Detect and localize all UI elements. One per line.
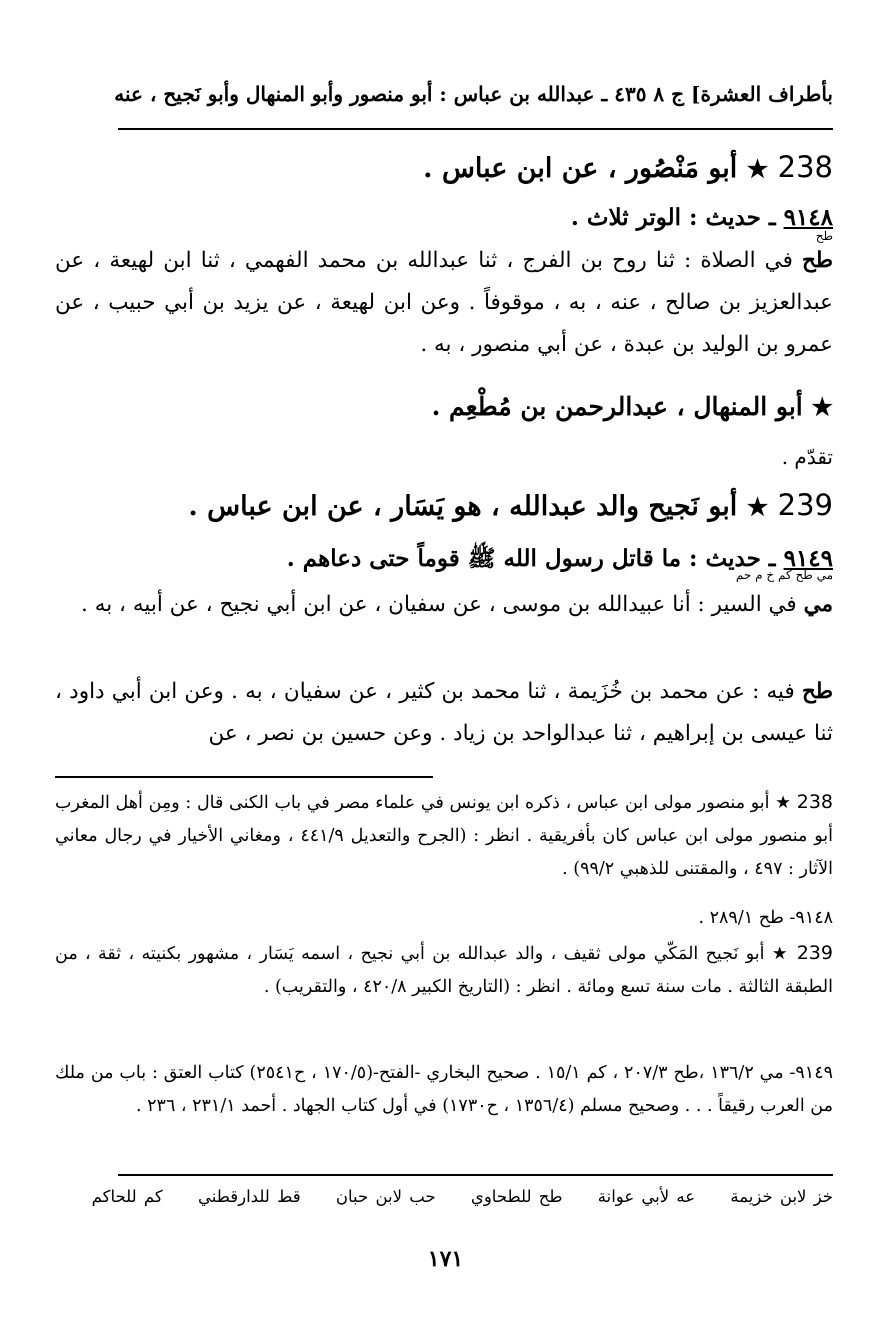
- footnote-9149: [55, 1057, 833, 1123]
- hadith-9149-heading: [55, 544, 833, 578]
- entry-minhal-heading: [55, 392, 833, 421]
- isnad-text: فيه : عن محمد بن خُزَيمة ، ثنا محمد بن كثير ، عن سفيان ، به . وعن ابن أبي داود ، ثنا عيسى بن إبراهيم ، ثنا عبدالواحد بن زياد . وعن حسين بن نصر ، عن: [55, 679, 833, 746]
- source-code: طح: [802, 248, 833, 273]
- entry-title: أبو نَجيح والد عبدالله ، هو يَسَار ، عن ابن عباس .: [188, 491, 738, 522]
- entry-title: أبو المنهال ، عبدالرحمن بن مُطْعِم .: [431, 392, 803, 421]
- page-number: ١٧١: [427, 1246, 464, 1272]
- isnad-paragraph-9149-a: [55, 584, 833, 626]
- hadith-number: ٩١٤٩: [783, 545, 833, 572]
- footnote-9148: [55, 902, 833, 935]
- isnad-paragraph-9149-b: [55, 671, 833, 755]
- footnote-text: أبو منصور مولى ابن عباس ، ذكره ابن يونس في علماء مصر في باب الكنى قال : ومِن أهل المغرب أبو منصور مولى ابن عباس كان بأفريقية . انظر : (الجرح والتعديل ٤٤١/٩ ، ومغاني الأخيار في رجال معاني الآثار : ٤٩٧ ، والمقتنى للذهبي ٩٩/٢) .: [55, 793, 833, 879]
- abbreviations-rule: [118, 1174, 833, 1176]
- entry-number: 238: [777, 150, 833, 184]
- footnote-rule: [55, 776, 433, 778]
- source-codes: طح: [815, 229, 833, 243]
- header-rule: [118, 128, 833, 130]
- footnote-number: 238: [796, 791, 833, 813]
- cross-reference-note: [55, 436, 833, 478]
- footnote-number: 239: [796, 942, 833, 964]
- abbr-hakim: كم للحاكم: [91, 1187, 163, 1206]
- isnad-paragraph-9148: [55, 240, 833, 366]
- entry-239-heading: [55, 488, 833, 522]
- source-code: مي: [803, 592, 833, 617]
- star-icon: ★: [746, 154, 769, 183]
- hadith-number: ٩١٤٨: [783, 204, 833, 231]
- abbr-abu-awana: عه لأبي عوانة: [597, 1187, 696, 1206]
- star-icon: ★: [775, 793, 792, 813]
- isnad-text: في السير : أنا عبيدالله بن موسى ، عن سفيان ، عن ابن أبي نجيح ، عن أبيه ، به .: [81, 592, 797, 617]
- footnote-238: [55, 786, 833, 886]
- star-icon: ★: [746, 492, 769, 521]
- entry-238-heading: [55, 150, 833, 184]
- source-codes: مي طح كم خ م حم: [735, 568, 833, 582]
- entry-number: 239: [777, 488, 833, 522]
- entry-title: أبو مَنْصُور ، عن ابن عباس .: [423, 153, 738, 184]
- abbreviations-key: [55, 1187, 833, 1206]
- star-icon: ★: [771, 944, 790, 964]
- note-text: تقدّم .: [781, 445, 833, 469]
- isnad-text: في الصلاة : ثنا روح بن الفرج ، ثنا عبدالله بن محمد الفهمي ، ثنا ابن لهيعة ، عن عبدالعزيز بن صالح ، عنه ، به ، موقوفاً . وعن ابن لهيعة ، عن يزيد بن أبي حبيب ، عن عمرو بن الوليد بن عبدة ، عن أبي منصور ، به .: [55, 248, 833, 357]
- abbr-ibn-hibban: حب لابن حبان: [335, 1187, 436, 1206]
- running-header: بأطراف العشرة] ج ٨ ٤٣٥ ـ عبدالله بن عباس : أبو منصور وأبو المنهال وأبو نَجيح ، عنه: [114, 82, 833, 106]
- source-code: طح: [802, 679, 833, 704]
- star-icon: ★: [811, 392, 833, 421]
- hadith-title: ـ حديث : الوتر ثلاث .: [570, 204, 776, 231]
- footnote-text: ٩١٤٩- مي ١٣٦/٢ ،طح ٢٠٧/٣ ، كم ١٥/١ . صحيح البخاري -الفتح-(١٧٠/٥ ، ح٢٥٤١) كتاب العتق : باب من ملك من العرب رقيقاً . . . وصحيح مسلم (١٣٥٦/٤ ، ح١٧٣٠) في أول كتاب الجهاد . أحمد ٢٣١/١ ، ٢٣٦ .: [55, 1063, 833, 1116]
- abbr-khuzayma: خز لابن خزيمة: [730, 1187, 833, 1206]
- abbr-daraqutni: قط للدارقطني: [197, 1187, 301, 1206]
- footnote-text: ٩١٤٨- طح ٢٨٩/١ .: [698, 908, 833, 928]
- footnote-text: أبو نَجيح المَكّي مولى ثقيف ، والد عبدالله بن أبي نجيح ، اسمه يَسَار ، مشهور بكنيته ، ثقة ، من الطبقة الثالثة . مات سنة تسع ومائة . انظر : (التاريخ الكبير ٤٢٠/٨ ، والتقريب) .: [55, 944, 833, 997]
- footnote-239: [55, 937, 833, 1004]
- hadith-9148-heading: [55, 204, 833, 231]
- abbr-tahawi: طح للطحاوي: [470, 1187, 563, 1206]
- hadith-title: ـ حديث : ما قاتل رسول الله ﷺ قوماً حتى دعاهم .: [286, 545, 776, 572]
